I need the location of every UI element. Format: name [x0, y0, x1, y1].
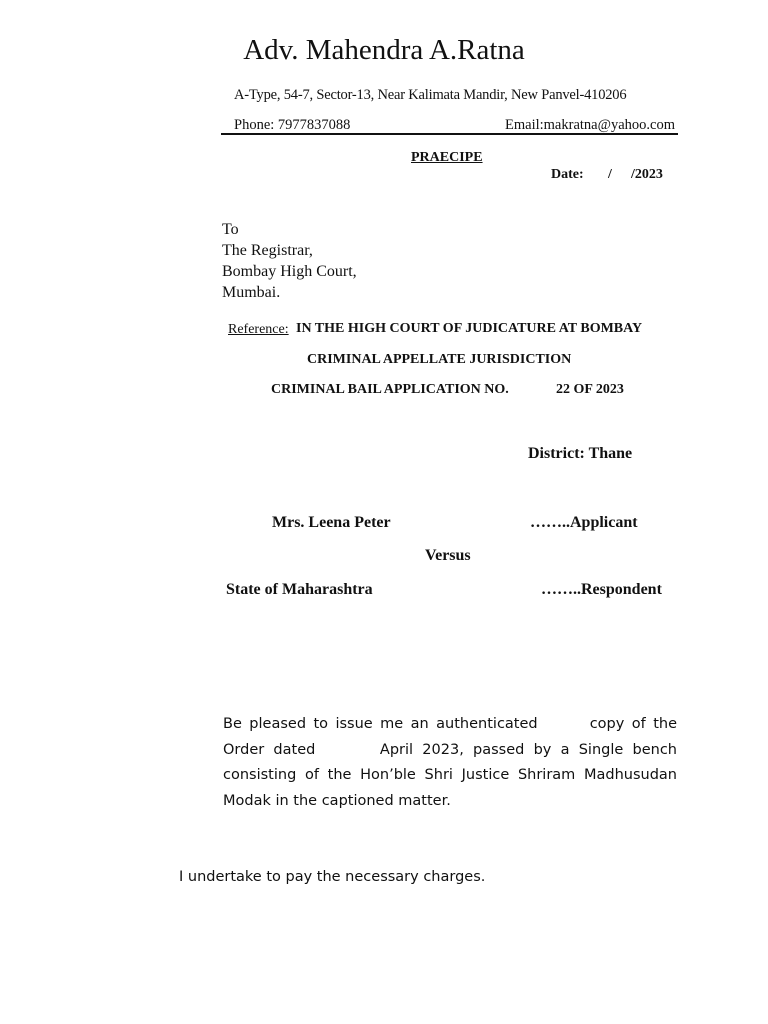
advocate-name: Adv. Mahendra A.Ratna	[243, 34, 525, 66]
date-slash: /	[608, 167, 612, 182]
recipient-line: Bombay High Court,	[222, 263, 357, 280]
reference-number: 22 OF 2023	[556, 382, 624, 397]
letterhead-divider	[221, 133, 678, 135]
applicant-name: Mrs. Leena Peter	[272, 514, 391, 531]
recipient-line: The Registrar,	[222, 242, 313, 259]
advocate-phone: Phone: 7977837088	[234, 117, 351, 133]
request-paragraph: Be pleased to issue me an authenticated copy of the Order dated April 2023, passed by a Single bench consisting of the Hon’ble Shri Justice Shriram Madhusudan Modak in the captioned matter.	[223, 716, 682, 809]
document-title: PRAECIPE	[411, 150, 483, 165]
reference-court: IN THE HIGH COURT OF JUDICATURE AT BOMBAY	[296, 321, 643, 336]
undertaking-line: I undertake to pay the necessary charges.	[179, 869, 486, 885]
reference-label: Reference:	[228, 322, 289, 337]
advocate-email: Email:makratna@yahoo.com	[505, 117, 675, 133]
recipient-line: Mumbai.	[222, 284, 281, 301]
applicant-role: ……..Applicant	[530, 514, 638, 531]
advocate-address: A-Type, 54-7, Sector-13, Near Kalimata Mandir, New Panvel-410206	[234, 87, 627, 103]
district: District: Thane	[528, 445, 633, 462]
date-label: Date:	[551, 167, 584, 182]
date-year: /2023	[631, 167, 663, 182]
respondent-role: ……..Respondent	[541, 581, 662, 598]
recipient-line: To	[222, 221, 239, 238]
reference-jurisdiction: CRIMINAL APPELLATE JURISDICTION	[307, 352, 572, 367]
reference-application: CRIMINAL BAIL APPLICATION NO.	[271, 382, 509, 397]
respondent-name: State of Maharashtra	[226, 581, 373, 598]
versus-label: Versus	[425, 547, 471, 564]
